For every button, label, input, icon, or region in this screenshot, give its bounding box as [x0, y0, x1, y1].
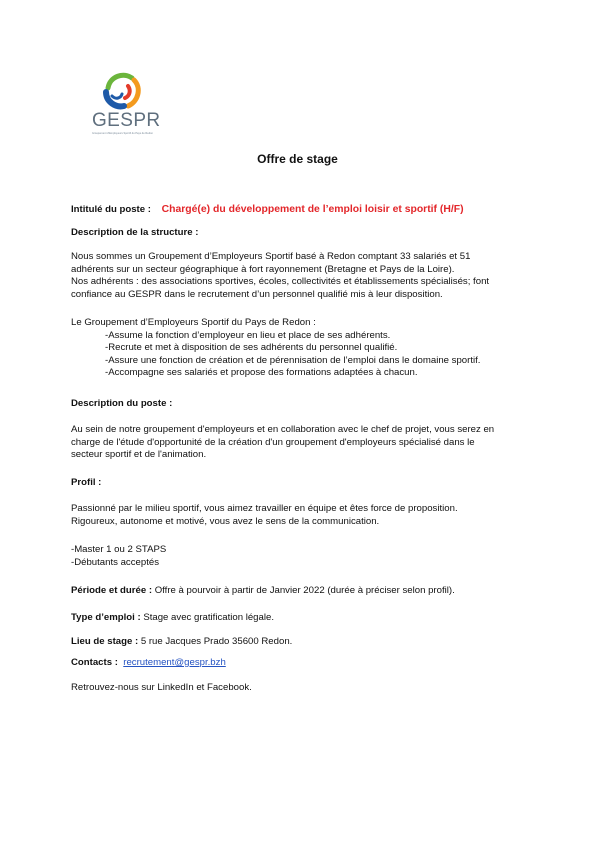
- structure-paragraph: [71, 251, 541, 301]
- logo-wordmark: GESPR: [92, 110, 161, 131]
- location-row: [71, 636, 541, 649]
- structure-bullet: -Assure une fonction de création et de pérennisation de l’emploi dans le domaine sportif.: [105, 354, 481, 366]
- profile-heading: Profil :: [71, 477, 102, 488]
- structure-bullet: -Recrute et met à disposition de ses adhérents du personnel qualifié.: [105, 342, 398, 354]
- page-title: Offre de stage: [257, 152, 338, 166]
- footer-text: Retrouvez-nous sur LinkedIn et Facebook.: [71, 682, 252, 693]
- type-label: Type d’emploi :: [71, 612, 141, 623]
- logo-swirl-icon: [98, 70, 146, 112]
- structure-line: Nous sommes un Groupement d’Employeurs Sportif basé à Redon comptant 33 salariés et 51: [71, 251, 471, 262]
- structure-line: adhérents sur un secteur géographique à fort rayonnement (Bretagne et Pays de la Loire).: [71, 263, 455, 275]
- structure-list: [71, 317, 541, 380]
- job-description-line: secteur sportif et de l'animation.: [71, 449, 207, 461]
- period-value: Offre à pourvoir à partir de Janvier 2022 (durée à préciser selon profil).: [152, 585, 455, 596]
- logo-subtitle: Groupement d'Employeurs Sportif du Pays de Redon: [92, 132, 154, 135]
- profile-requirements: [71, 544, 541, 569]
- job-description-heading: Description du poste :: [71, 398, 173, 409]
- structure-heading: Description de la structure :: [71, 227, 199, 238]
- structure-line: confiance au GESPR dans le recrutement d’un personnel qualifié mis à leur disposition.: [71, 288, 443, 300]
- profile-line: Passionné par le milieu sportif, vous aimez travailler en équipe et êtes force de proposition.: [71, 503, 458, 514]
- job-title-label: Intitulé du poste :: [71, 204, 151, 215]
- job-title-row: [71, 204, 541, 217]
- job-description-line: Au sein de notre groupement d'employeurs et en collaboration avec le chef de projet, vous serez en: [71, 424, 495, 435]
- structure-line: Nos adhérents : des associations sportives, écoles, collectivités et établissements spécialisés; font: [71, 276, 490, 288]
- contacts-label: Contacts :: [71, 657, 118, 668]
- period-row: [71, 585, 541, 598]
- requirement-item: -Master 1 ou 2 STAPS: [71, 544, 167, 555]
- job-description: [71, 424, 541, 462]
- job-description-line: charge de l'étude d'opportunité de la création d'un groupement d'employeurs spécialisé dans le: [71, 436, 475, 448]
- profile-text: [71, 503, 541, 528]
- contact-email-link[interactable]: recrutement@gespr.bzh: [123, 657, 226, 668]
- gespr-logo: [84, 70, 164, 140]
- contacts-row: [71, 657, 541, 670]
- type-value: Stage avec gratification légale.: [140, 612, 274, 623]
- type-row: [71, 612, 541, 625]
- requirement-item: -Débutants acceptés: [71, 556, 159, 568]
- location-value: 5 rue Jacques Prado 35600 Redon.: [138, 636, 293, 647]
- job-title-value: Chargé(e) du développement de l’emploi loisir et sportif (H/F): [161, 204, 464, 215]
- structure-bullet: -Assume la fonction d’employeur en lieu et place de ses adhérents.: [105, 329, 391, 341]
- profile-line: Rigoureux, autonome et motivé, vous avez le sens de la communication.: [71, 515, 380, 527]
- period-label: Période et durée :: [71, 585, 153, 596]
- structure-bullet: -Accompagne ses salariés et propose des formations adaptées à chacun.: [105, 367, 418, 379]
- location-label: Lieu de stage :: [71, 636, 139, 647]
- structure-intro: Le Groupement d’Employeurs Sportif du Pays de Redon :: [71, 317, 316, 328]
